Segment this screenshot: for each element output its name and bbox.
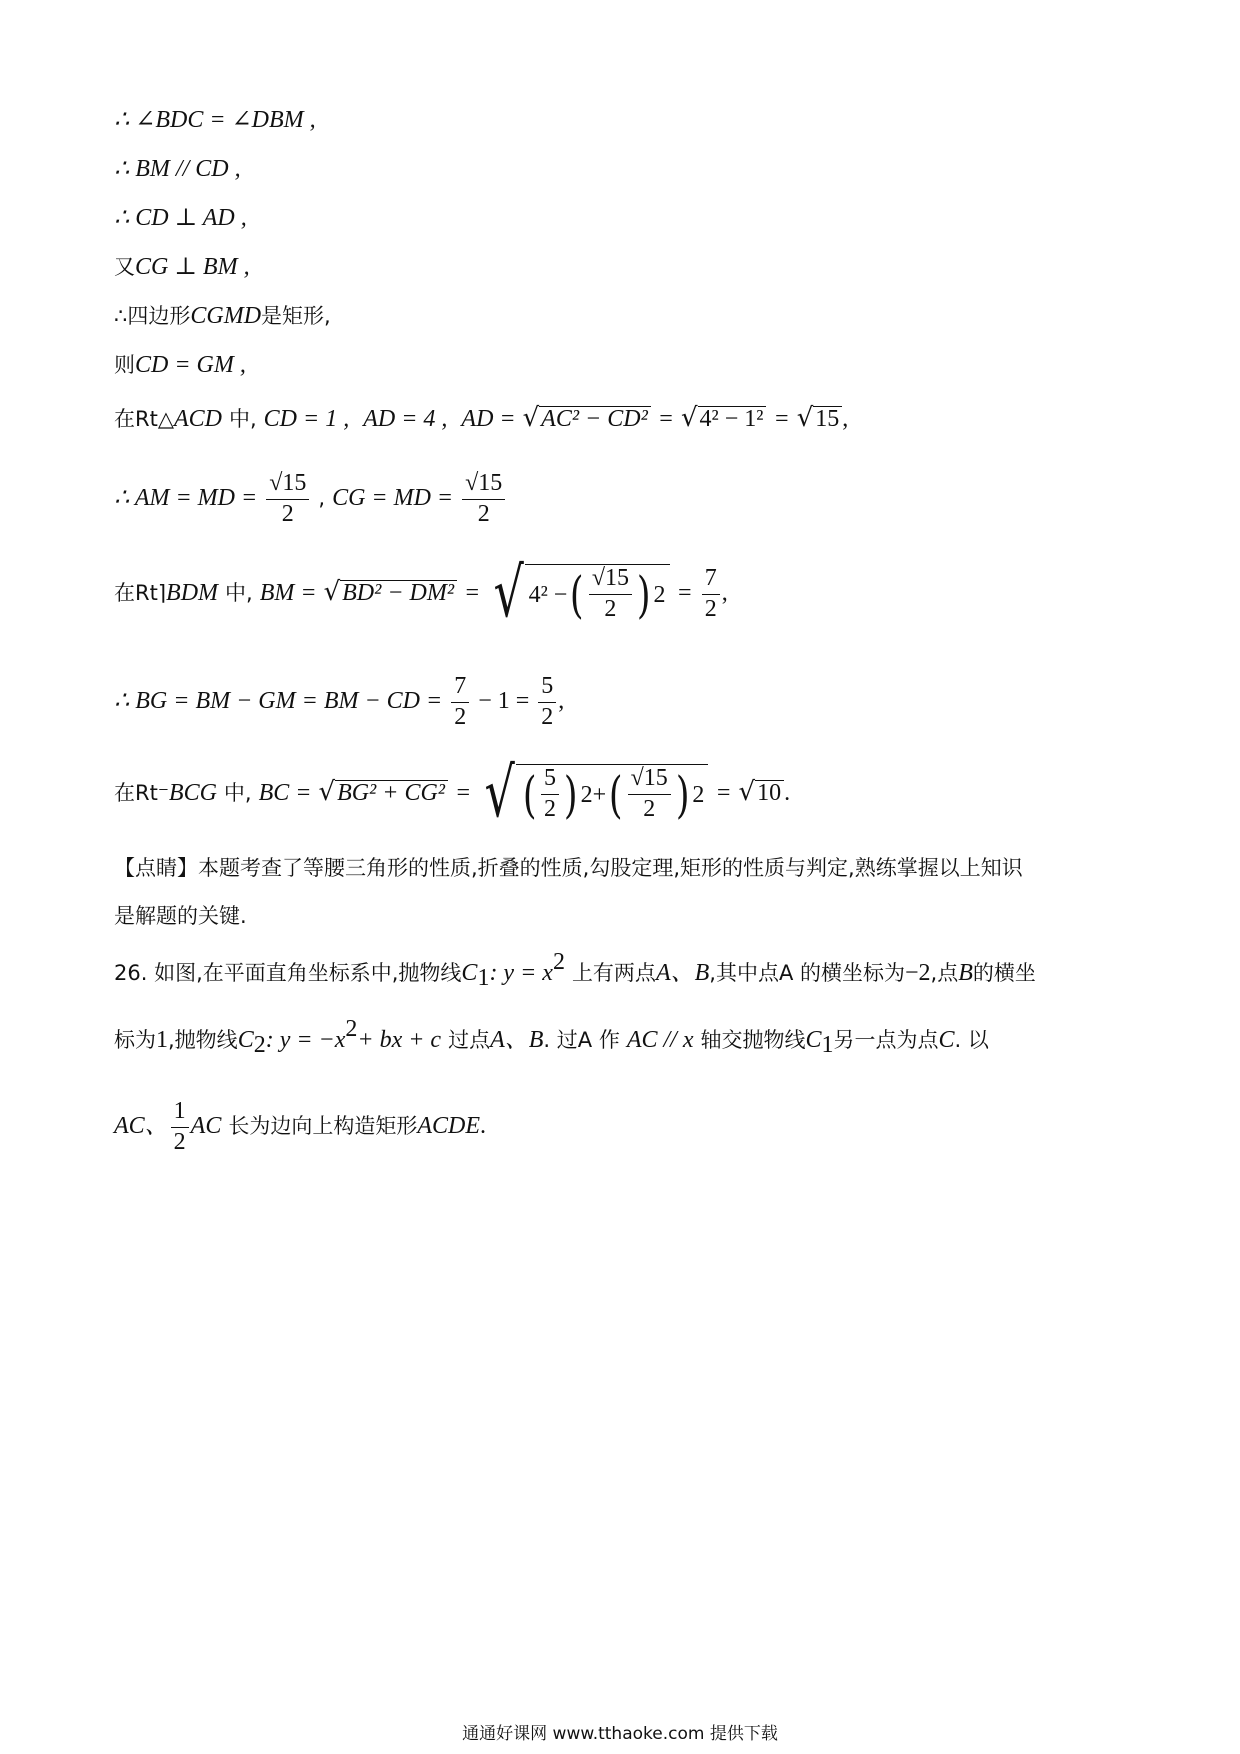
fraction: $\frac{√15}{2}$ (462, 470, 505, 528)
proof-line-10: ∴ BG = BM − GM = BM − CD = $\frac{7}{2}$ − 1 = $\frac{5}{2}$ , (114, 673, 565, 730)
sqrt-symbol: √ (318, 777, 336, 807)
question-26-line-1: 26. 如图,在平面直角坐标系中,抛物线$C_1$: $y = x^2$ 上有两点A、B,其中点A 的横坐标为−2,点B的横坐 (114, 949, 1036, 991)
sqrt-symbol: √ (522, 403, 540, 433)
proof-line-2: ∴ BM // CD , (114, 156, 241, 182)
fraction: $\frac{√15}{2}$ (266, 470, 309, 528)
proof-line-7: 在Rt△ACD 中, CD = 1 , AD = 4 , AD = √AC² − CD² = √4² − 1² = √15 , (114, 403, 849, 433)
fraction: $\frac{7}{2}$ (451, 673, 469, 731)
note-line-2: 是解题的关键. (114, 904, 247, 928)
fraction: $\frac{√15}{2}$ (628, 765, 671, 823)
proof-line-8: ∴ AM = MD = $\frac{√15}{2}$ , CG = MD = $\frac{√15}{2}$ (114, 470, 507, 528)
fraction: $\frac{7}{2}$ (702, 565, 720, 623)
fraction: $\frac{1}{2}$ (171, 1098, 189, 1156)
proof-line-6: 则CD = GM , (114, 352, 246, 378)
proof-line-3: ∴ CD ⊥ AD , (114, 205, 247, 231)
question-26-line-2: 标为1,抛物线$C_2$: $y = -x^2+$ bx + c 过点A、B. 过A 作 AC // x 轴交抛物线$C_1$另一点为点C. 以 (114, 1016, 989, 1058)
fraction: $\frac{5}{2}$ (541, 765, 559, 823)
sqrt-symbol: √ (738, 777, 756, 807)
note-line-1: 【点睛】本题考查了等腰三角形的性质,折叠的性质,勾股定理,矩形的性质与判定,熟练掌握以上知识 (114, 856, 1023, 880)
sqrt-symbol: √ (493, 554, 525, 633)
proof-line-4: 又CG ⊥ BM , (114, 254, 250, 280)
fraction: $\frac{√15}{2}$ (589, 565, 632, 623)
question-26-line-3: AC、 $\frac{1}{2}$ AC 长为边向上构造矩形ACDE. (114, 1098, 487, 1155)
page-footer: 通通好课网 www.tthaoke.com 提供下载 (462, 1724, 778, 1744)
proof-line-11: 在Rt⁻BCG 中, BC = √BG² + CG² = √ ( $\frac{5}{2}$ ) 2 + ( $\frac{√15}{2}$ ) 2 = √10 . (114, 754, 791, 833)
proof-line-1: ∴ ∠BDC = ∠DBM , (114, 107, 316, 133)
proof-line-9: 在Rt⌉BDM 中, BM = √BD² − DM² = √ 4² − ( $\frac{√15}{2}$ ) 2 = $\frac{7}{2}$ , (114, 554, 728, 633)
sqrt-symbol: √ (323, 577, 341, 607)
sqrt-symbol: √ (484, 754, 516, 833)
sqrt-symbol: √ (796, 403, 814, 433)
sqrt-symbol: √ (680, 403, 698, 433)
fraction: $\frac{5}{2}$ (538, 673, 556, 731)
proof-line-5: ∴四边形CGMD是矩形, (114, 303, 331, 329)
